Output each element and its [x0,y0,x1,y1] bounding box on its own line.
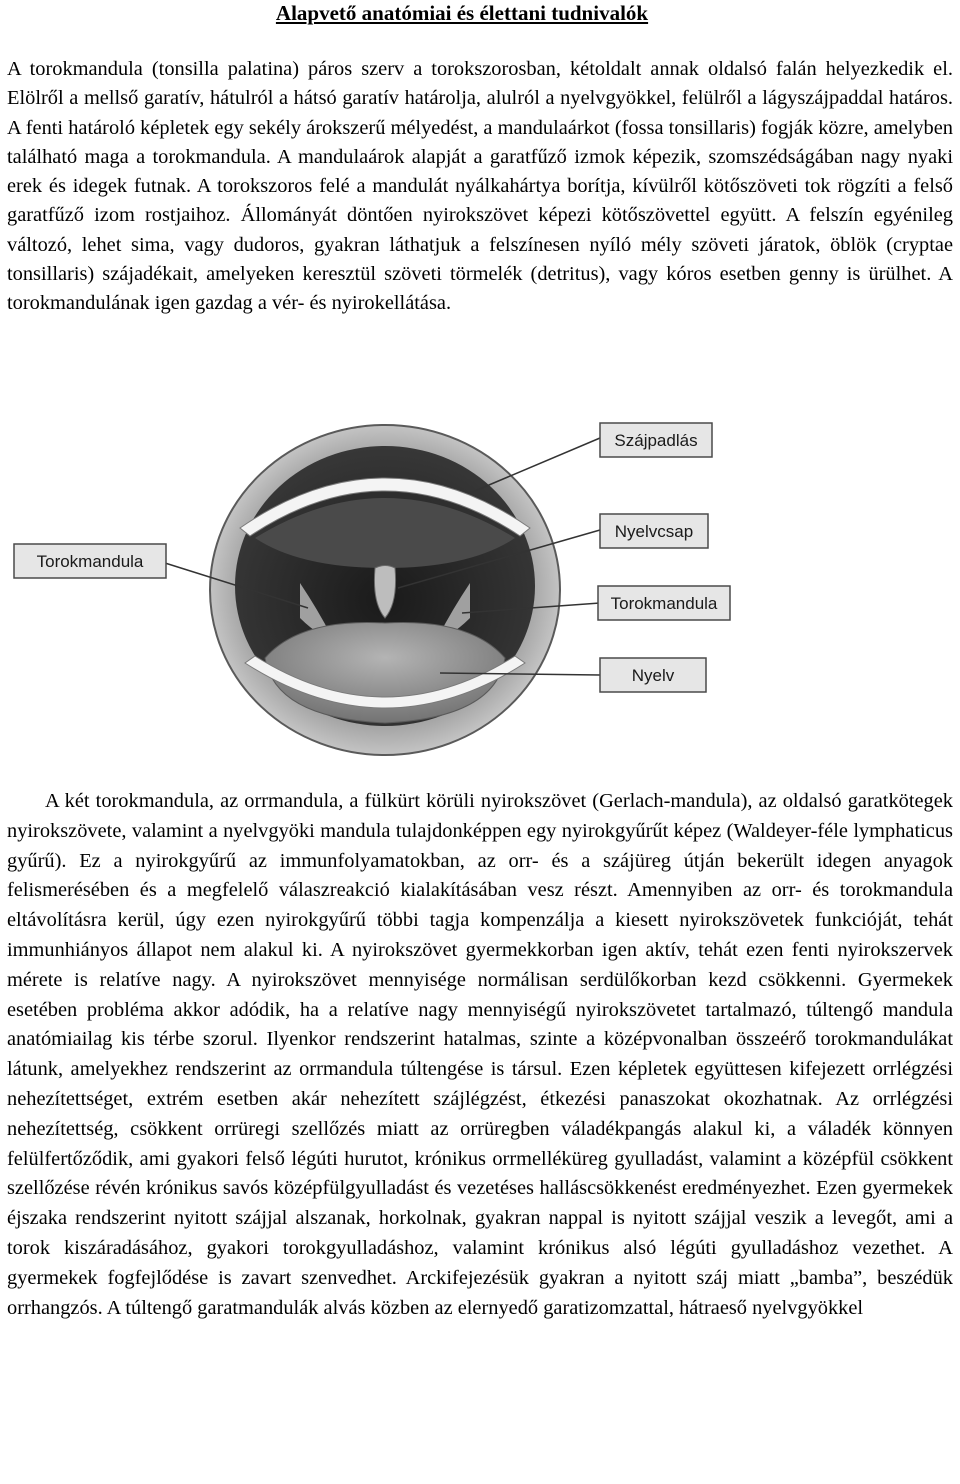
label-nyelv [600,658,706,692]
document-title: Alapvető anatómiai és élettani tudnivalók [275,1,649,25]
mouth-illustration [0,418,960,763]
mouth-anatomy-figure [0,418,960,763]
label-nyelv-text: Nyelv [631,666,675,685]
label-torokmandula-left [14,544,166,578]
label-torokmandula-left-text: Torokmandula [36,552,144,571]
label-szajpadlas [600,423,712,457]
label-nyelvcsap-text: Nyelvcsap [614,522,694,541]
label-torokmandula-right [598,586,730,620]
label-torokmandula-right-text: Torokmandula [610,594,718,613]
label-szajpadlas-text: Szájpadlás [614,431,698,450]
paragraph-lymphatic-ring: A két torokmandula, az orrmandula, a fülkürt körüli nyirokszövet (Gerlach-mandula), az oldalsó garatkötegek nyirokszövete, valamint a nyelvgyöki mandula tulajdonképpen egy nyirokgyűrűt képez (Waldeyer-féle lymphaticus gyűrű). Ez a nyirokgyűrű az immunfolyamatokban, az orr- és a szájüreg útján bekerült idegen anyagok felismerésében és a megfelelő válaszreakció kialakításában vesz részt. Amennyiben az orr- és torokmandula eltávolításra kerül, úgy ezen nyirokgyűrű többi tagja kompenzálja a kiesett nyirokszövetek funkcióját, tehát immunhiányos állapot nem alakul ki. A nyirokszövet gyermekkorban igen aktív, tehát ezen fenti nyirokszervek mérete is relatíve nagy. A nyirokszövet mennyisége normálisan serdülőkorban kezd csökkenni. Gyermekek esetében probléma akkor adódik, ha a relatíve nagy mennyiségű nyirokszövetet tartalmazó, túltengő mandula anatómiailag kis térbe szorul. Ilyenkor rendszerint hatalmas, szinte a középvonalban összeérő torokmandulákat látunk, amelyekhez rendszerint az orrmandula túltengése is társul. Ezen képletek együttesen kifejezett orrlégzési nehezítettséget, extrém esetben akár nehezített szájlégzést, étkezési panaszokat okozhatnak. Az orrlégzési nehezítettség, csökkent orrüregi szellőzés miatt az orrüregben váladékpangás alakul ki, a váladék könnyen felülfertőződik, ami gyakori felső légúti hurutot, krónikus orrmelléküreg gyulladást, valamint a középfül csökkent szellőzése révén krónikus savós középfülgyulladást és vezetéses halláscsökkenést eredményezhet. Ezen gyermekek éjszaka rendszerint nyitott szájjal alszanak, horkolnak, gyakran nappal is nyitott szájjal veszik a levegőt, ami a torok kiszáradásához, gyakori torokgyulladáshoz, valamint krónikus alsó légúti gyulladáshoz vezethet. A gyermekek fogfejlődése is zavart szenvedhet. Arckifejezésük gyakran a nyitott száj miatt „bamba”, beszédük orrhangzós. A túltengő garatmandulák alvás közben az elernyedő garatizomzattal, hátraeső nyelvgyökkel [7,790,953,1319]
paragraph-anatomy: A torokmandula (tonsilla palatina) páros szerv a torokszorosban, kétoldalt annak oldalsó falán helyezkedik el. Elölről a mellső garatív, hátulról a hátsó garatív határolja, alulról a nyelvgyökkel, felülről a lágyszájpaddal határos. A fenti határoló képletek egy sekély árokszerű mélyedést, a mandulaárkot (fossa tonsillaris) fogják közre, amelyben található maga a torokmandula. A mandulaárok alapját a garatfűző izmok képezik, szomszédságában nagy nyaki erek és idegek futnak. A torokszoros felé a mandulát nyálkahártya borítja, kívülről kötőszöveti tok rögzíti a felső garatfűző izom rostjaihoz. Állományát döntően nyirokszövet képezi kötőszövettel együtt. A felszín egyénileg változó, lehet sima, vagy dudoros, gyakran láthatjuk a felszínesen nyíló mély szöveti járatok, öblök (cryptae tonsillaris) szájadékait, amelyeken keresztül szöveti törmelék (detritus), vagy kóros esetben genny is ürülhet. A torokmandulának igen gazdag a vér- és nyirokellátása. [7,58,953,315]
label-nyelvcsap [600,514,708,548]
